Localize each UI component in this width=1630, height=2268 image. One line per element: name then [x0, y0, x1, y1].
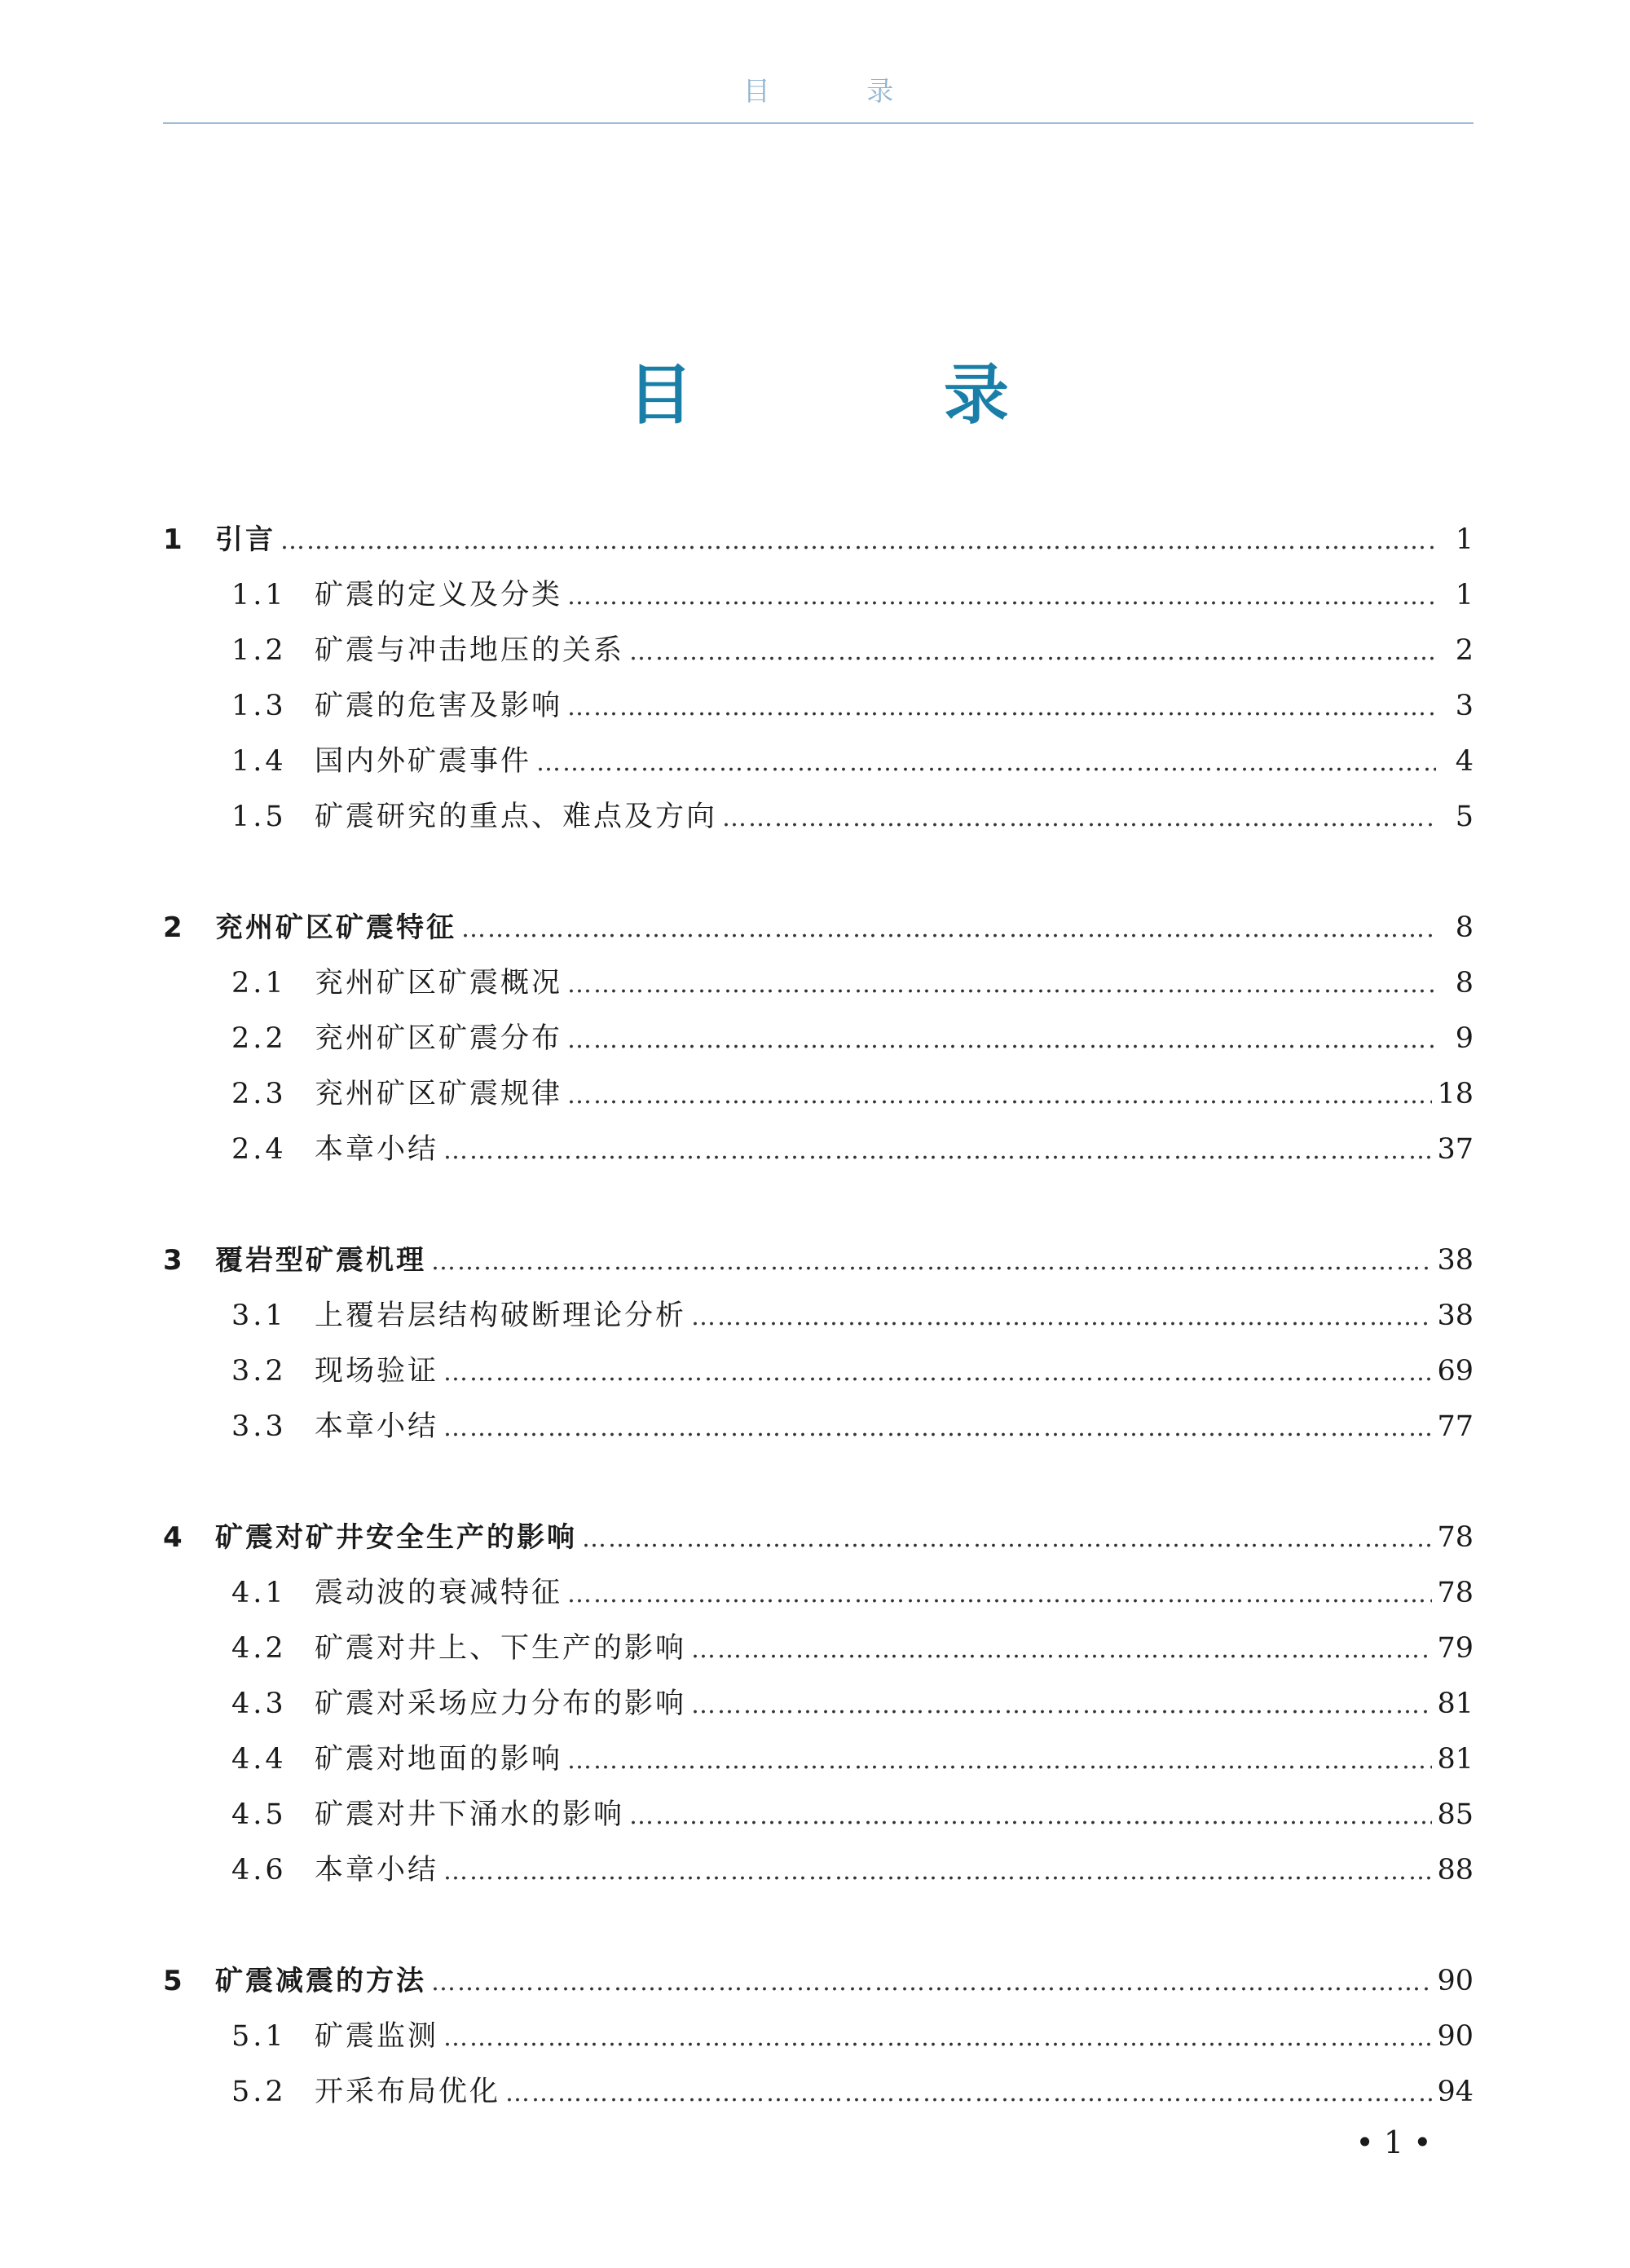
section-title: 兖州矿区矿震概况: [315, 967, 563, 999]
dot-leader: [567, 1567, 1432, 1622]
running-head: 目 录: [742, 75, 938, 107]
dot-leader: [443, 2010, 1432, 2066]
toc-section-entry[interactable]: [163, 1066, 1474, 1122]
section-number: 4.2: [231, 1632, 287, 1665]
section-number: 1.5: [231, 801, 287, 833]
chapter-number: 4: [163, 1521, 183, 1554]
page-number: 18: [1437, 1078, 1474, 1110]
page-number: 90: [1437, 2020, 1474, 2053]
toc-section-entry[interactable]: [163, 734, 1474, 789]
table-of-contents: [163, 512, 1474, 2175]
chapter-number: 3: [163, 1244, 183, 1277]
section-number: 1.1: [231, 579, 287, 611]
section-number: 3.1: [231, 1299, 287, 1332]
toc-chapter-entry[interactable]: [163, 1953, 1474, 2009]
toc-section-entry[interactable]: [163, 1122, 1474, 1177]
dot-leader: [567, 1013, 1436, 1068]
dot-leader: [567, 1733, 1432, 1789]
dot-leader: [722, 791, 1436, 846]
section-title: 矿震对井上、下生产的影响: [315, 1632, 687, 1665]
dot-leader: [431, 1955, 1432, 2010]
section-title: 开采布局优化: [315, 2076, 501, 2108]
toc-section-entry[interactable]: [163, 1288, 1474, 1344]
section-title: 本章小结: [315, 1854, 439, 1886]
dot-leader: [691, 1290, 1432, 1345]
section-number: 2.1: [231, 967, 287, 999]
page-number: 9: [1455, 1022, 1474, 1055]
dot-leader: [567, 569, 1436, 624]
section-title: 矿震研究的重点、难点及方向: [315, 801, 718, 833]
page-number: 77: [1437, 1410, 1474, 1443]
section-number: 4.4: [231, 1743, 287, 1776]
section-number: 3.3: [231, 1410, 287, 1443]
page-number: 8: [1455, 967, 1474, 999]
section-title: 矿震对采场应力分布的影响: [315, 1688, 687, 1720]
toc-section-entry[interactable]: [163, 1565, 1474, 1621]
section-number: 1.4: [231, 745, 287, 778]
page-number: 90: [1437, 1965, 1474, 1997]
page-number: 3: [1455, 690, 1474, 722]
dot-leader: [505, 2066, 1432, 2121]
section-title: 国内外矿震事件: [315, 745, 532, 778]
toc-chapter-3: [163, 1233, 1474, 1454]
section-number: 4.6: [231, 1854, 287, 1886]
header-rule: [163, 122, 1474, 124]
toc-chapter-entry[interactable]: [163, 900, 1474, 955]
toc-chapter-2: [163, 900, 1474, 1177]
page-number: 85: [1437, 1798, 1474, 1831]
dot-leader: [691, 1678, 1432, 1733]
section-number: 5.2: [231, 2076, 287, 2108]
toc-section-entry[interactable]: [163, 1399, 1474, 1454]
page-number: 8: [1455, 911, 1474, 944]
chapter-title: 兖州矿区矿震特征: [215, 911, 456, 944]
page-number: 78: [1437, 1521, 1474, 1554]
page-number: 69: [1437, 1355, 1474, 1388]
page-number: 88: [1437, 1854, 1474, 1886]
page-number: 37: [1437, 1133, 1474, 1166]
dot-leader: [567, 680, 1436, 735]
section-number: 5.1: [231, 2020, 287, 2053]
dot-leader: [567, 957, 1436, 1013]
section-number: 2.4: [231, 1133, 287, 1166]
toc-section-entry[interactable]: [163, 789, 1474, 845]
section-number: 1.2: [231, 634, 287, 667]
dot-leader: [443, 1345, 1432, 1401]
toc-section-entry[interactable]: [163, 1344, 1474, 1399]
chapter-title: 矿震对矿井安全生产的影响: [215, 1521, 577, 1554]
dot-leader: [461, 902, 1436, 957]
page-number: 38: [1437, 1299, 1474, 1332]
page-number: 1: [1455, 579, 1474, 611]
chapter-number: 2: [163, 911, 183, 944]
page-number: 94: [1437, 2076, 1474, 2108]
section-number: 1.3: [231, 690, 287, 722]
section-title: 矿震与冲击地压的关系: [315, 634, 625, 667]
section-title: 上覆岩层结构破断理论分析: [315, 1299, 687, 1332]
page-number: 4: [1455, 745, 1474, 778]
toc-chapter-entry[interactable]: [163, 512, 1474, 567]
chapter-title: 矿震减震的方法: [215, 1965, 426, 1997]
page-number: 1: [1455, 523, 1474, 556]
section-title: 矿震的危害及影响: [315, 690, 563, 722]
toc-chapter-1: [163, 512, 1474, 845]
toc-chapter-entry[interactable]: [163, 1233, 1474, 1288]
chapter-title: 引言: [215, 523, 275, 556]
dot-leader: [629, 1789, 1432, 1844]
toc-section-entry[interactable]: [163, 1676, 1474, 1732]
page-number: 5: [1455, 801, 1474, 833]
dot-leader: [582, 1511, 1432, 1567]
toc-chapter-5: [163, 1953, 1474, 2120]
toc-section-entry[interactable]: [163, 567, 1474, 623]
page-number: 38: [1437, 1244, 1474, 1277]
section-title: 矿震对地面的影响: [315, 1743, 563, 1776]
section-number: 4.3: [231, 1688, 287, 1720]
chapter-title: 覆岩型矿震机理: [215, 1244, 426, 1277]
section-number: 3.2: [231, 1355, 287, 1388]
dot-leader: [629, 624, 1436, 680]
toc-section-entry[interactable]: [163, 1732, 1474, 1787]
toc-section-entry[interactable]: [163, 623, 1474, 678]
section-title: 矿震的定义及分类: [315, 579, 563, 611]
toc-chapter-entry[interactable]: [163, 1510, 1474, 1565]
section-title: 本章小结: [315, 1410, 439, 1443]
page-folio: • 1 •: [1355, 2125, 1432, 2160]
dot-leader: [536, 735, 1436, 791]
dot-leader: [280, 514, 1436, 569]
toc-section-entry[interactable]: [163, 2064, 1474, 2120]
chapter-number: 5: [163, 1965, 183, 1997]
section-title: 矿震监测: [315, 2020, 439, 2053]
section-number: 2.3: [231, 1078, 287, 1110]
page-number: 2: [1455, 634, 1474, 667]
section-title: 兖州矿区矿震规律: [315, 1078, 563, 1110]
chapter-number: 1: [163, 523, 183, 556]
section-number: 4.5: [231, 1798, 287, 1831]
page-number: 81: [1437, 1688, 1474, 1720]
toc-section-entry[interactable]: [163, 955, 1474, 1011]
dot-leader: [691, 1622, 1432, 1678]
toc-section-entry[interactable]: [163, 678, 1474, 734]
section-number: 4.1: [231, 1577, 287, 1609]
toc-chapter-4: [163, 1510, 1474, 1898]
dot-leader: [431, 1234, 1432, 1290]
section-title: 现场验证: [315, 1355, 439, 1388]
dot-leader: [443, 1844, 1432, 1900]
dot-leader: [567, 1068, 1432, 1123]
toc-section-entry[interactable]: [163, 1621, 1474, 1676]
page-number: 79: [1437, 1632, 1474, 1665]
section-title: 兖州矿区矿震分布: [315, 1022, 563, 1055]
section-number: 2.2: [231, 1022, 287, 1055]
toc-section-entry[interactable]: [163, 2009, 1474, 2064]
page-number: 81: [1437, 1743, 1474, 1776]
page-number: 78: [1437, 1577, 1474, 1609]
toc-section-entry[interactable]: [163, 1787, 1474, 1842]
section-title: 震动波的衰减特征: [315, 1577, 563, 1609]
dot-leader: [443, 1401, 1432, 1456]
page-title: 目 录: [628, 357, 1123, 433]
section-title: 矿震对井下涌水的影响: [315, 1798, 625, 1831]
toc-section-entry[interactable]: [163, 1011, 1474, 1066]
toc-section-entry[interactable]: [163, 1842, 1474, 1898]
section-title: 本章小结: [315, 1133, 439, 1166]
dot-leader: [443, 1123, 1432, 1179]
